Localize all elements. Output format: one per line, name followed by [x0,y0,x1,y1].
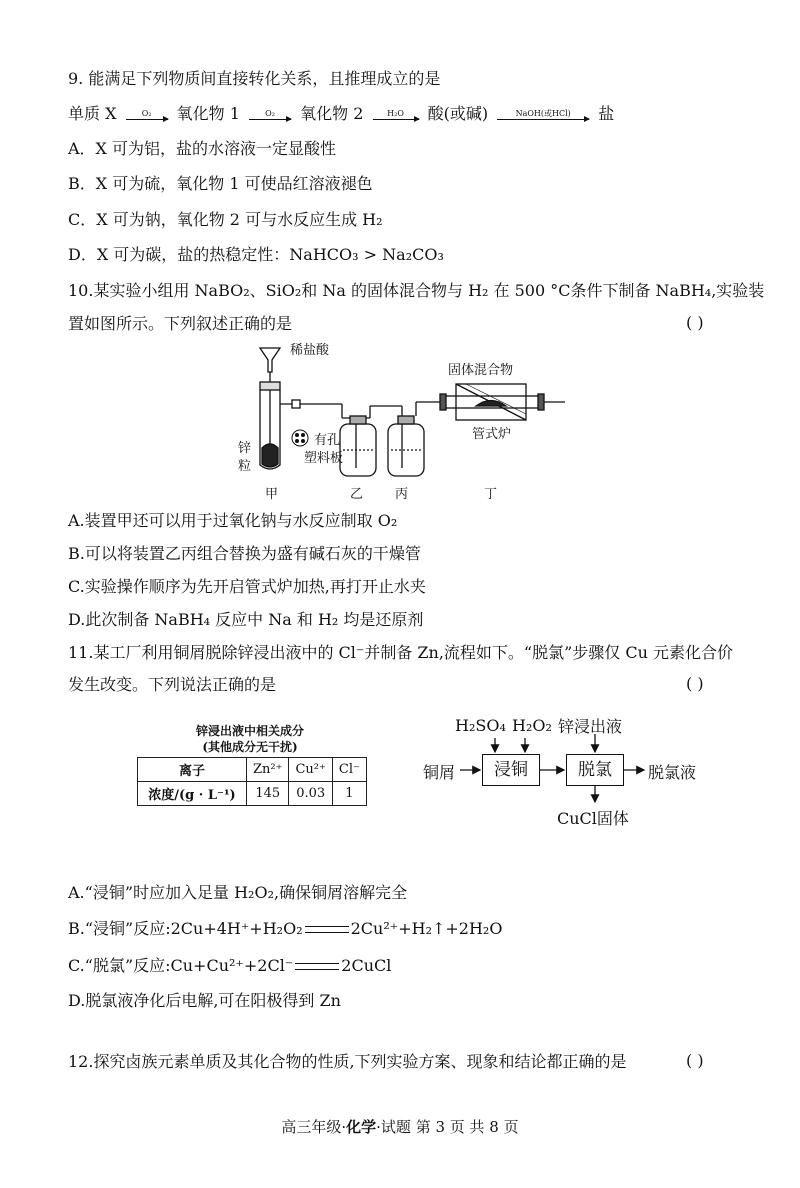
table-cell-cu: 0.03 [289,782,332,806]
table-cell-cl: 1 [332,782,366,806]
table-cell-zn: 145 [247,782,289,806]
q9-conversion-chain [68,103,614,125]
label-solid-mixture: 固体混合物 [448,362,514,377]
q10-stem-line2: 置如图所示。下列叙述正确的是 [68,314,293,333]
label-zinc-2: 粒 [238,458,252,473]
label-plate-2: 塑料板 [304,450,344,465]
q12-answer-paren: ( ) [686,1051,704,1070]
chain-x: 单质 X [68,104,117,123]
q10-option-b: B.可以将装置乙丙组合替换为盛有碱石灰的干燥管 [68,544,421,563]
q10-answer-paren: ( ) [686,313,704,332]
q9-option-c: C．X 可为钠，氧化物 2 可与水反应生成 H₂ [68,210,383,229]
equals-sign [305,926,349,933]
q11-option-b-right: 2Cu²⁺+H₂↑+2H₂O [350,919,503,938]
arrow-h2o: H₂O [373,109,419,120]
flow-box-dechlor: 脱氯 [566,754,624,786]
q11-option-c [68,955,391,977]
q12-stem: 12.探究卤族元素单质及其化合物的性质,下列实验方案、现象和结论都正确的是 [68,1052,627,1071]
flow-h2o2: H₂O₂ [512,716,552,735]
table-header-zn: Zn²⁺ [247,758,289,782]
q11-option-a: A.“浸铜”时应加入足量 H₂O₂,确保铜屑溶解完全 [68,883,408,902]
flow-zinc-liquid: 锌浸出液 [558,717,623,736]
q10-option-d: D.此次制备 NaBH₄ 反应中 Na 和 H₂ 均是还原剂 [68,610,424,629]
equals-sign [295,963,339,970]
q11-option-c-left: C.“脱氯”反应:Cu+Cu²⁺+2Cl⁻ [68,956,294,975]
footer-subject: 化学 [346,1118,377,1136]
table-row [138,782,367,806]
table-header-ion: 离子 [138,758,247,782]
footer-page: ·试题 第 3 页 共 8 页 [376,1118,519,1136]
label-plate-1: 有孔 [314,432,341,447]
q11-option-b-left: B.“浸铜”反应:2Cu+4H⁺+H₂O₂ [68,919,303,938]
perforated-plate-icon [292,430,308,446]
arrow-o2-1: O₂ [126,109,168,120]
chain-salt: 盐 [598,104,615,123]
table-caption-1: 锌浸出液中相关成分 [195,724,304,738]
flow-copper-scrap: 铜屑 [423,763,456,782]
flow-output-liquid: 脱氯液 [648,763,697,782]
q10-apparatus-figure [230,340,570,505]
table-header-cl: Cl⁻ [332,758,366,782]
q11-option-b [68,918,502,940]
table-header-cu: Cu²⁺ [289,758,332,782]
chain-oxide1: 氧化物 1 [176,104,240,123]
flow-h2so4: H₂SO₄ [455,716,506,735]
page-footer [0,1116,800,1137]
arrow-o2-2: O₂ [249,109,291,120]
q9-stem: 9. 能满足下列物质间直接转化关系，且推理成立的是 [68,69,441,88]
label-ding: 丁 [484,486,498,501]
table-cell-label: 浓度/(g · L⁻¹) [138,782,247,806]
q9-option-b: B．X 可为硫，氧化物 1 可使品红溶液褪色 [68,174,373,193]
chain-oxide2: 氧化物 2 [300,104,364,123]
label-yi: 乙 [350,486,364,501]
q10-stem-line1: 10.某实验小组用 NaBO₂、SiO₂和 Na 的固体混合物与 H₂ 在 500 °C条件下制备 NaBH₄,实验装 [68,281,765,300]
label-bing: 丙 [395,486,409,501]
label-jia: 甲 [265,486,279,501]
table-caption-2: (其他成分无干扰) [202,740,298,754]
q9-option-d: D．X 可为碳，盐的热稳定性：NaHCO₃ > Na₂CO₃ [68,245,444,264]
q11-option-d: D.脱氯液净化后电解,可在阳极得到 Zn [68,991,341,1010]
label-tube-furnace: 管式炉 [472,426,512,441]
q10-option-a: A.装置甲还可以用于过氧化钠与水反应制取 O₂ [68,511,398,530]
chain-acid: 酸(或碱) [427,104,489,123]
ion-concentration-table [137,757,367,806]
table-header-row [138,758,367,782]
q11-answer-paren: ( ) [686,674,704,693]
flow-cucl-solid: CuCl固体 [557,809,629,828]
footer-grade: 高三年级· [281,1118,347,1136]
q10-option-c: C.实验操作顺序为先开启管式炉加热,再打开止水夹 [68,577,426,596]
label-zinc-1: 锌 [238,440,252,455]
q11-option-c-right: 2CuCl [341,956,392,975]
arrow-naoh-hcl: NaOH(或HCl) [497,109,589,120]
q9-option-a: A．X 可为铝，盐的水溶液一定显酸性 [68,139,337,158]
q11-stem-line1: 11.某工厂利用铜屑脱除锌浸出液中的 Cl⁻并制备 Zn,流程如下。“脱氯”步骤仅 Cu 元素化合价 [68,643,734,662]
flow-box-leach: 浸铜 [482,754,540,786]
q11-stem-line2: 发生改变。下列说法正确的是 [68,675,277,694]
flow-arrows [400,700,700,820]
label-dilute-hcl: 稀盐酸 [290,342,330,357]
